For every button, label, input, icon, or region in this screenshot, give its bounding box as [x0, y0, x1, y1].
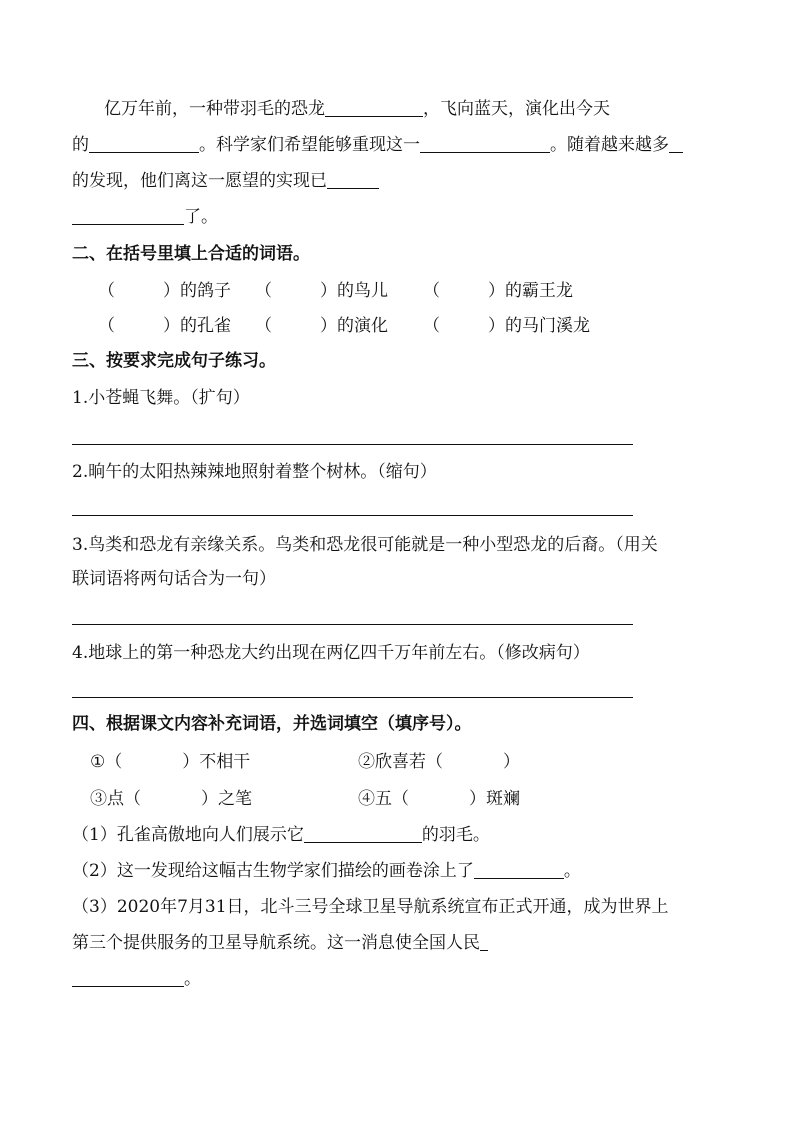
answer-line[interactable] — [72, 444, 633, 445]
passage-text: ，飞向蓝天，演化出今天 — [423, 99, 610, 119]
fill-blank[interactable] — [304, 825, 422, 843]
question-4: 4.地球上的第一种恐龙大约出现在两亿四千万年前左右。（修改病句） — [72, 643, 590, 663]
word-pair — [255, 280, 388, 302]
fill-sentence-1 — [72, 824, 722, 846]
answer-line[interactable] — [72, 515, 633, 516]
word-pair — [255, 315, 388, 337]
question-1: 1.小苍蝇飞舞。（扩句） — [72, 388, 250, 408]
close-paren: ） — [320, 316, 337, 336]
word-text: 的鸟儿 — [337, 281, 388, 301]
idiom-suffix: ）斑斓 — [469, 789, 520, 809]
passage-text: 的发现，他们离这一愿望的实现已 — [72, 171, 327, 191]
idiom-item — [358, 788, 520, 810]
fill-blank[interactable] — [474, 861, 564, 879]
answer-line[interactable] — [72, 624, 633, 625]
fill-blank[interactable] — [89, 135, 199, 153]
idiom-suffix: ）不相干 — [182, 752, 251, 772]
word-text: 的马门溪龙 — [505, 316, 590, 336]
idiom-suffix: ） — [503, 752, 520, 772]
word-text: 的演化 — [337, 316, 388, 336]
passage-text: 了。 — [184, 207, 218, 227]
close-paren: ） — [163, 316, 180, 336]
close-paren: ） — [163, 281, 180, 301]
passage-text: 。科学家们希望能够重现这一 — [199, 135, 420, 155]
open-paren: （ — [98, 316, 115, 336]
fill-blank[interactable] — [72, 207, 184, 225]
open-paren: （ — [255, 281, 272, 301]
passage-line-4 — [72, 206, 722, 228]
open-paren: （ — [98, 281, 115, 301]
idiom-prefix: ②欣喜若（ — [358, 752, 443, 772]
word-pair — [98, 315, 231, 337]
passage-line-2 — [72, 134, 722, 156]
open-paren: （ — [423, 316, 440, 336]
fill-blank[interactable] — [72, 969, 184, 987]
close-paren: ） — [320, 281, 337, 301]
passage-line-1 — [104, 98, 754, 120]
idiom-item — [90, 751, 250, 773]
passage-text: 亿万年前，一种带羽毛的恐龙 — [104, 99, 325, 119]
close-paren: ） — [488, 281, 505, 301]
word-pair — [423, 280, 573, 302]
idiom-prefix: ④五（ — [358, 789, 409, 809]
sentence-text: 。 — [563, 861, 581, 881]
section-3-heading: 三、按要求完成句子练习。 — [72, 351, 276, 371]
word-text: 的孔雀 — [180, 316, 231, 336]
sentence-text: （1）孔雀高傲地向人们展示它 — [72, 825, 304, 845]
fill-sentence-3-line-1: （3）2020年7月31日，北斗三号全球卫星导航系统宣布正式开通，成为世界上 — [72, 897, 669, 917]
idiom-item — [358, 751, 520, 773]
idiom-item — [90, 788, 252, 810]
sentence-text: 第三个提供服务的卫星导航系统。这一消息使全国人民 — [72, 933, 480, 953]
idiom-suffix: ）之笔 — [201, 789, 252, 809]
fill-blank[interactable] — [327, 171, 379, 189]
word-pair — [98, 280, 231, 302]
passage-text: 的 — [72, 135, 89, 155]
fill-blank[interactable] — [480, 933, 488, 951]
answer-line[interactable] — [72, 697, 633, 698]
section-4-heading: 四、根据课文内容补充词语，并选词填空（填序号）。 — [72, 714, 472, 734]
fill-blank[interactable] — [420, 135, 550, 153]
fill-blank[interactable] — [669, 135, 683, 153]
fill-sentence-3-line-3 — [72, 968, 722, 990]
fill-sentence-3-line-2 — [72, 932, 722, 954]
fill-blank[interactable] — [325, 99, 423, 117]
word-text: 的霸王龙 — [505, 281, 573, 301]
close-paren: ） — [488, 316, 505, 336]
question-3-line-1: 3.鸟类和恐龙有亲缘关系。鸟类和恐龙很可能就是一种小型恐龙的后裔。（用关 — [72, 535, 658, 555]
word-pair — [423, 315, 590, 337]
section-2-heading: 二、在括号里填上合适的词语。 — [72, 244, 310, 264]
passage-text: 。随着越来越多 — [550, 135, 669, 155]
sentence-text: 的羽毛。 — [421, 825, 490, 845]
sentence-text: 。 — [184, 969, 201, 989]
idiom-prefix: ①（ — [90, 752, 123, 772]
open-paren: （ — [255, 316, 272, 336]
passage-line-3 — [72, 170, 722, 192]
idiom-prefix: ③点（ — [90, 789, 141, 809]
question-3-line-2: 联词语将两句话合为一句） — [72, 569, 276, 589]
sentence-text: （2）这一发现给这幅古生物学家们描绘的画卷涂上了 — [72, 861, 474, 881]
word-text: 的鸽子 — [180, 281, 231, 301]
fill-sentence-2 — [72, 860, 722, 882]
open-paren: （ — [423, 281, 440, 301]
question-2: 2.晌午的太阳热辣辣地照射着整个树林。（缩句） — [72, 462, 437, 482]
